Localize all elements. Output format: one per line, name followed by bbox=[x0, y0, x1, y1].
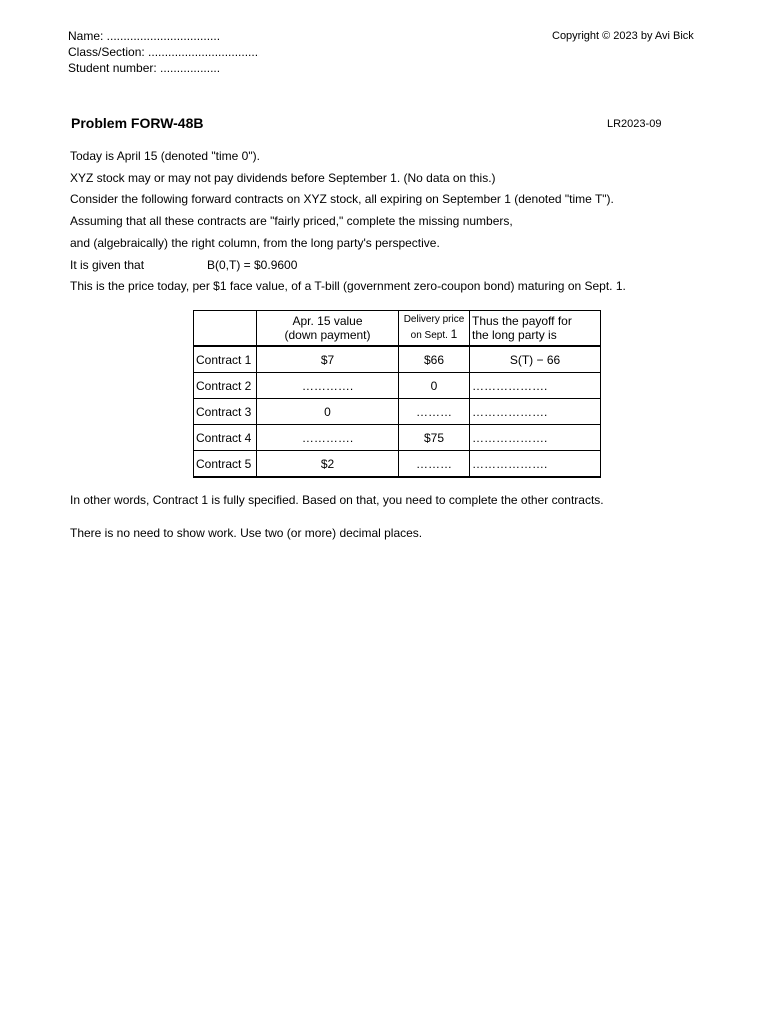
contract-payoff-blank[interactable]: ………………. bbox=[470, 373, 601, 399]
given-value: B(0,T) = $0.9600 bbox=[207, 258, 298, 272]
class-section-field-label: Class/Section: ................................. bbox=[68, 45, 259, 59]
contract-label: Contract 3 bbox=[194, 399, 257, 425]
footer-line-1: In other words, Contract 1 is fully specified. Based on that, you need to complete the other contracts. bbox=[70, 493, 604, 507]
contract-label: Contract 1 bbox=[194, 346, 257, 373]
contract-delivery: $75 bbox=[399, 425, 470, 451]
table-row bbox=[194, 399, 601, 425]
problem-line-4: Assuming that all these contracts are "fairly priced," complete the missing numbers, bbox=[70, 214, 513, 228]
copyright-notice: Copyright © 2023 by Avi Bick bbox=[552, 30, 694, 42]
problem-line-5: and (algebraically) the right column, from the long party's perspective. bbox=[70, 236, 440, 250]
contract-label: Contract 4 bbox=[194, 425, 257, 451]
name-field-label: Name: .................................. bbox=[68, 29, 221, 43]
contracts-table bbox=[193, 310, 601, 478]
contract-label: Contract 2 bbox=[194, 373, 257, 399]
header-delivery-line2a: on Sept. bbox=[410, 330, 451, 341]
footer-line-2: There is no need to show work. Use two (or more) decimal places. bbox=[70, 526, 423, 540]
contract-payoff-blank[interactable]: ………………. bbox=[470, 425, 601, 451]
table-row bbox=[194, 373, 601, 399]
header-value-line2: (down payment) bbox=[284, 328, 371, 342]
problem-line-2: XYZ stock may or may not pay dividends before September 1. (No data on this.) bbox=[70, 171, 496, 185]
header-value-cell bbox=[257, 311, 399, 347]
header-blank-cell bbox=[194, 311, 257, 347]
header-payoff-cell bbox=[470, 311, 601, 347]
header-payoff-line1: Thus the payoff for bbox=[472, 314, 572, 328]
table-row bbox=[194, 425, 601, 451]
table-row bbox=[194, 451, 601, 478]
header-delivery-cell bbox=[399, 311, 470, 347]
contract-delivery: $66 bbox=[399, 346, 470, 373]
contract-delivery-blank[interactable]: ……… bbox=[399, 451, 470, 478]
problem-line-1: Today is April 15 (denoted "time 0"). bbox=[70, 149, 260, 163]
contract-value-blank[interactable]: …………. bbox=[257, 373, 399, 399]
contract-value-blank[interactable]: …………. bbox=[257, 425, 399, 451]
table-header-row bbox=[194, 311, 601, 347]
contract-value: $2 bbox=[257, 451, 399, 478]
student-number-field-label: Student number: .................. bbox=[68, 61, 221, 75]
contract-label: Contract 5 bbox=[194, 451, 257, 478]
contract-payoff-blank[interactable]: ………………. bbox=[470, 399, 601, 425]
contract-payoff: S(T) − 66 bbox=[470, 346, 601, 373]
header-delivery-line1: Delivery price bbox=[403, 314, 465, 325]
header-value-line1: Apr. 15 value bbox=[292, 314, 363, 328]
contract-delivery-blank[interactable]: ……… bbox=[399, 399, 470, 425]
header-payoff-line2: the long party is bbox=[472, 328, 557, 342]
given-note: This is the price today, per $1 face value, of a T-bill (government zero-coupon bond) maturing on Sept. 1. bbox=[70, 279, 626, 293]
given-label: It is given that bbox=[70, 258, 145, 272]
contract-value: $7 bbox=[257, 346, 399, 373]
header-delivery-line2b: 1 bbox=[450, 327, 458, 341]
contract-delivery: 0 bbox=[399, 373, 470, 399]
problem-title: Problem FORW-48B bbox=[71, 115, 204, 131]
problem-line-3: Consider the following forward contracts on XYZ stock, all expiring on September 1 (denoted "time T"). bbox=[70, 192, 614, 206]
table-row bbox=[194, 346, 601, 373]
contract-value: 0 bbox=[257, 399, 399, 425]
problem-code: LR2023-09 bbox=[607, 118, 662, 130]
contract-payoff-blank[interactable]: ………………. bbox=[470, 451, 601, 478]
